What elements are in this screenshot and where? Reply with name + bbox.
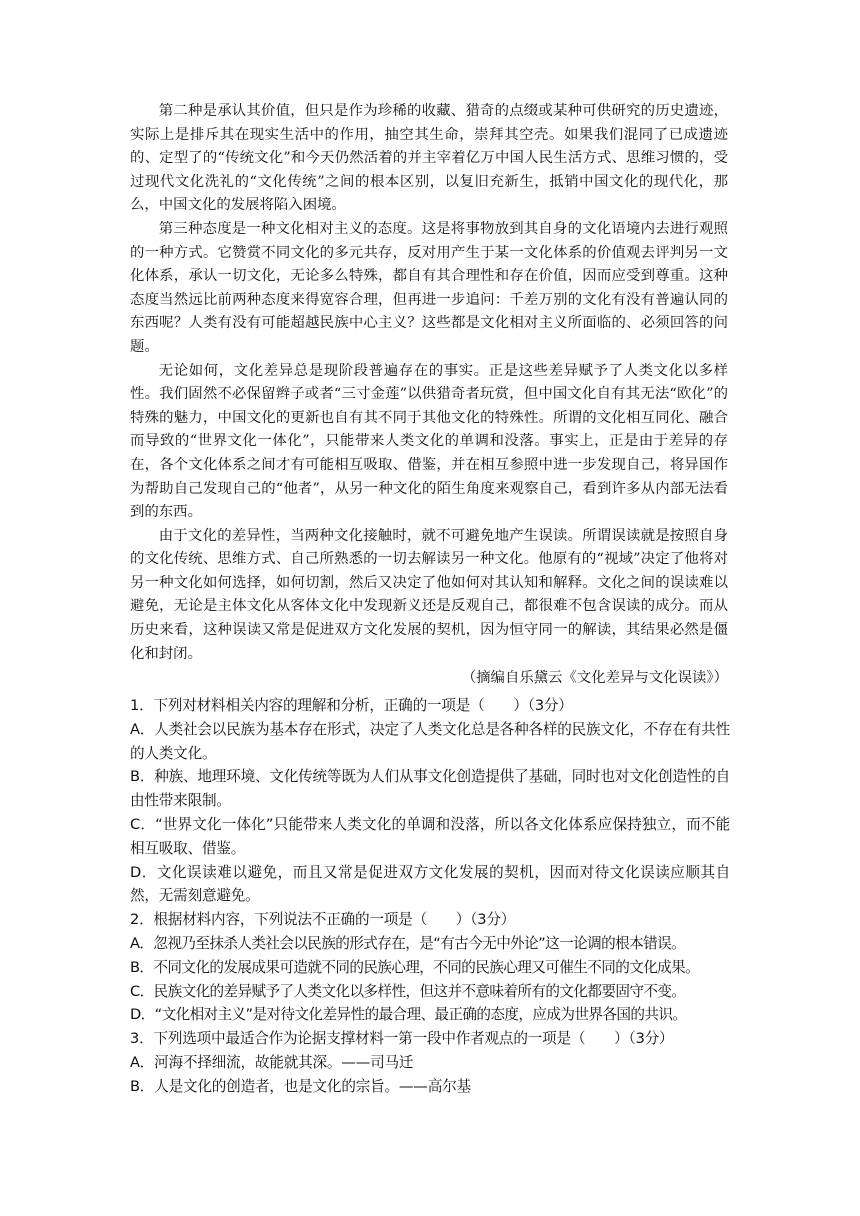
question-2 — [130, 908, 730, 1027]
question-1 — [130, 694, 730, 908]
question-2-option-d: D．“文化相对主义”是对待文化差异性的最合理、最正确的态度，应成为世界各国的共识。 — [130, 1006, 687, 1024]
question-1-option-c: C．“世界文化一体化”只能带来人类文化的单调和没落，所以各文化体系应保持独立，而不能相互吸取、借鉴。 — [130, 815, 730, 857]
question-3-stem: 3．下列选项中最适合作为论据支撑材料一第一段中作者观点的一项是（ ）（3分） — [130, 1030, 674, 1048]
question-1-option-b: B．种族、地理环境、文化传统等既为人们从事文化创造提供了基础，同时也对文化创造性的自由性带来限制。 — [130, 768, 730, 810]
question-3-option-b: B．人是文化的创造者，也是文化的宗旨。——高尔基 — [130, 1077, 471, 1095]
question-1-stem: 1．下列对材料相关内容的理解和分析，正确的一项是（ ）（3分） — [130, 697, 573, 714]
passage-paragraph-5: 由于文化的差异性，当两种文化接触时，就不可避免地产生误读。所谓误读就是按照自身的文化传统、思维方式、自己所熟悉的一切去解读另一种文化。他原有的“视域”决定了他将对另一种文化如何选择，如何切割，然后又决定了他如何对其认知和解释。文化之间的误读难以避免，无论是主体文化从客体文化中发现新义还是反观自己，都很难不包含误读的成分。而从历史来看，这种误读又常是促进双方文化发展的契机，因为恒守同一的解读，其结果必然是僵化和封闭。 — [130, 527, 728, 662]
question-2-option-b: B．不同文化的发展成果可造就不同的民族心理，不同的民族心理又可催生不同的文化成果。 — [130, 958, 700, 976]
question-1-option-d: D．文化误读难以避免，而且又常是促进双方文化发展的契机，因而对待文化误读应顺其自然，无需刻意避免。 — [130, 863, 730, 905]
question-2-option-c: C．民族文化的差异赋予了人类文化以多样性，但这并不意味着所有的文化都要固守不变。 — [130, 982, 686, 1000]
question-2-option-a: A．忽视乃至抹杀人类社会以民族的形式存在，是“有古今无中外论”这一论调的根本错误。 — [130, 934, 686, 952]
question-section — [130, 694, 730, 1099]
passage-paragraph-4: 无论如何，文化差异总是现阶段普遍存在的事实。正是这些差异赋予了人类文化以多样性。我们固然不必保留辫子或者“三寸金莲”以供猎奇者玩赏，但中国文化自有其无法“欧化”的特殊的魅力，中国文化的更新也自有其不同于其他文化的特殊性。所谓的文化相互同化、融合而导致的“世界文化一体化”，只能带来人类文化的单调和没落。事实上，正是由于差异的存在，各个文化体系之间才有可能相互吸取、借鉴，并在相互参照中进一步发现自己，将异国作为帮助自己发现自己的“他者”，从另一种文化的陌生角度来观察自己，看到许多从内部无法看到的东西。 — [130, 362, 728, 521]
question-3 — [130, 1027, 730, 1098]
question-1-option-a: A．人类社会以民族为基本存在形式，决定了人类文化总是各种各样的民族文化，不存在有共性的人类文化。 — [130, 720, 730, 762]
passage-source-citation: （摘编自乐黛云《文化差异与文化误读》） — [461, 670, 728, 687]
reading-passage — [130, 100, 728, 690]
question-3-option-a: A．河海不择细流，故能就其深。——司马迁 — [130, 1053, 414, 1071]
question-2-stem: 2．根据材料内容，下列说法不正确的一项是（ ）（3分） — [130, 911, 516, 929]
passage-paragraph-3: 第三种态度是一种文化相对主义的态度。这是将事物放到其自身的文化语境内去进行观照的一种方式。它赞赏不同文化的多元共存，反对用产生于某一文化体系的价值观去评判另一文化体系，承认一切文化，无论多么特殊，都自有其合理性和存在价值，因而应受到尊重。这种态度当然远比前两种态度来得宽容合理，但再进一步追问：千差万别的文化有没有普遍认同的东西呢？人类有没有可能超越民族中心主义？这些都是文化相对主义所面临的、必须回答的问题。 — [130, 220, 728, 355]
passage-paragraph-2: 第二种是承认其价值，但只是作为珍稀的收藏、猎奇的点缀或某种可供研究的历史遗迹，实际上是排斥其在现实生活中的作用，抽空其生命，崇拜其空壳。如果我们混同了已成遗迹的、定型了的“传统文化”和今天仍然活着的并主宰着亿万中国人民生活方式、思维习惯的，受过现代文化洗礼的“文化传统”之间的根本区别，以复旧充新生，抵销中国文化的现代化，那么，中国文化的发展将陷入困境。 — [130, 103, 728, 214]
